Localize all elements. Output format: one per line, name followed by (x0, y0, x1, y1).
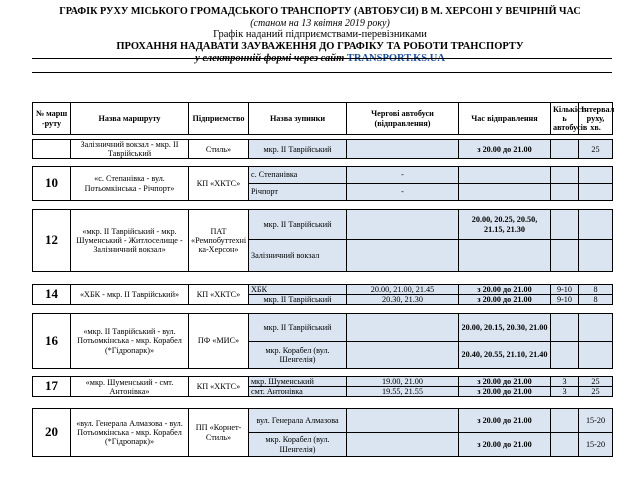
stop-name: смт. Антонівка (249, 387, 347, 397)
site-link[interactable]: TRANSPORT.KS.UA (346, 53, 445, 65)
bus-count (551, 184, 579, 201)
stop-name: мкр. ІІ Таврійський (249, 210, 347, 240)
bus-count (551, 240, 579, 272)
header-divider (32, 72, 612, 73)
interval (579, 240, 613, 272)
next-departures: 19.00, 21.00 (347, 377, 459, 387)
route-block (32, 376, 613, 397)
next-departures (347, 433, 459, 457)
stop-name: мкр. ІІ Таврійський (249, 295, 347, 305)
interval (579, 314, 613, 342)
departure-time: з 20.00 до 21.00 (459, 377, 551, 387)
route-block (32, 408, 613, 457)
next-departures: 20.30, 21.30 (347, 295, 459, 305)
col-header-count: Кількіст ь автобусів (551, 103, 579, 135)
interval: 25 (579, 387, 613, 397)
departure-time (459, 167, 551, 184)
table-row (33, 377, 613, 387)
next-departures (347, 409, 459, 433)
route-company: ПФ «МИС» (189, 314, 249, 369)
route-company: КП «ХКТС» (189, 377, 249, 397)
route-name: «мкр. ІІ Таврійський - вул. Потьомкінська - мкр. Корабел (*Гідропарк)» (71, 314, 189, 369)
col-header-num: № марш -руту (33, 103, 71, 135)
interval: 25 (579, 140, 613, 159)
departure-time: з 20.00 до 21.00 (459, 140, 551, 159)
col-header-next: Чергові автобуси (відправлення) (347, 103, 459, 135)
stop-name: мкр. ІІ Таврійський (249, 140, 347, 159)
stop-name: Річпорт (249, 184, 347, 201)
bus-count: 3 (551, 387, 579, 397)
stop-name: мкр. Корабел (вул. Шенгелія) (249, 433, 347, 457)
departure-time: з 20.00 до 21.00 (459, 387, 551, 397)
route-number: 20 (33, 409, 71, 457)
route-company: ПАТ «Ремпобуттехні ка-Херсон» (189, 210, 249, 272)
electronic-text: у електронній формі через сайт (195, 53, 345, 65)
next-departures (347, 240, 459, 272)
provided-note: Графік наданий підприємствами-перевізниками (213, 29, 427, 41)
bus-count (551, 140, 579, 159)
interval: 25 (579, 377, 613, 387)
route-name: «ХБК - мкр. ІІ Таврійський» (71, 285, 189, 305)
col-header-route: Назва маршруту (71, 103, 189, 135)
route-company: КП «ХКТС» (189, 285, 249, 305)
col-header-interval: Інтервал руху, хв. (579, 103, 613, 135)
stop-name: с. Степанівка (249, 167, 347, 184)
interval (579, 342, 613, 369)
table-row (33, 140, 613, 159)
interval (579, 210, 613, 240)
interval (579, 167, 613, 184)
route-number: 16 (33, 314, 71, 369)
stop-name: вул. Генерала Алмазова (249, 409, 347, 433)
route-block (32, 166, 613, 201)
interval: 15-20 (579, 409, 613, 433)
bus-count (551, 342, 579, 369)
route-number: 14 (33, 285, 71, 305)
route-name: «с. Степанівка - вул. Потьомкінська - Річпорт» (71, 167, 189, 201)
bus-count (551, 409, 579, 433)
next-departures (347, 210, 459, 240)
route-company: ПП «Корнет-Стиль» (189, 409, 249, 457)
next-departures: - (347, 184, 459, 201)
col-header-time: Час відправлення (459, 103, 551, 135)
next-departures: 19.55, 21.55 (347, 387, 459, 397)
route-number: 17 (33, 377, 71, 397)
route-number (33, 140, 71, 159)
route-company: Стиль» (189, 140, 249, 159)
schedule-header-table (32, 102, 613, 135)
route-name: «мкр. Шуменський - смт. Антонівка» (71, 377, 189, 397)
route-name: Залізничний вокзал - мкр. ІІ Таврійський (71, 140, 189, 159)
stop-name: ХБК (249, 285, 347, 295)
col-header-company: Підприємство (189, 103, 249, 135)
route-block (32, 139, 613, 159)
stop-name: мкр. ІІ Таврійський (249, 314, 347, 342)
table-row (33, 285, 613, 295)
bus-count (551, 167, 579, 184)
bus-count (551, 433, 579, 457)
interval: 8 (579, 285, 613, 295)
table-row (33, 409, 613, 433)
col-header-stop: Назва зупинки (249, 103, 347, 135)
departure-time (459, 184, 551, 201)
next-departures (347, 314, 459, 342)
route-block (32, 313, 613, 369)
table-row (33, 167, 613, 184)
bus-count (551, 210, 579, 240)
stop-name: Залізничний вокзал (249, 240, 347, 272)
bus-count (551, 314, 579, 342)
departure-time: 20.00, 20.15, 20.30, 21.00 (459, 314, 551, 342)
route-block (32, 209, 613, 272)
next-departures (347, 140, 459, 159)
interval (579, 184, 613, 201)
route-company: КП «ХКТС» (189, 167, 249, 201)
stop-name: мкр. Шуменський (249, 377, 347, 387)
bus-count: 9-10 (551, 285, 579, 295)
next-departures (347, 342, 459, 369)
table-row (33, 210, 613, 240)
departure-time: з 20.00 до 21.00 (459, 409, 551, 433)
route-block (32, 284, 613, 305)
interval: 8 (579, 295, 613, 305)
bus-count: 3 (551, 377, 579, 387)
route-number: 12 (33, 210, 71, 272)
table-row (33, 314, 613, 342)
bus-count: 9-10 (551, 295, 579, 305)
document-title: ГРАФІК РУХУ МІСЬКОГО ГРОМАДСЬКОГО ТРАНСПОРТУ (АВТОБУСИ) В М. ХЕРСОНІ У ВЕЧІРНІЙ ЧАС (59, 6, 581, 17)
electronic-note (0, 53, 640, 65)
header-divider (32, 58, 612, 59)
route-name: «вул. Генерала Алмазова - вул. Потьомкінська - мкр. Корабел (*Гідропарк)» (71, 409, 189, 457)
departure-time (459, 240, 551, 272)
interval: 15-20 (579, 433, 613, 457)
next-departures: - (347, 167, 459, 184)
departure-time: з 20.00 до 21.00 (459, 433, 551, 457)
departure-time: з 20.00 до 21.00 (459, 285, 551, 295)
request-heading: ПРОХАННЯ НАДАВАТИ ЗАУВАЖЕННЯ ДО ГРАФІКУ ТА РОБОТИ ТРАНСПОРТУ (116, 41, 524, 53)
as-of-date: (станом на 13 квітня 2019 року) (250, 17, 390, 29)
route-number: 10 (33, 167, 71, 201)
route-name: «мкр. ІІ Таврійський - мкр. Шуменський - Житлоселище - Залізничний вокзал» (71, 210, 189, 272)
departure-time: з 20.00 до 21.00 (459, 295, 551, 305)
departure-time: 20.00, 20.25, 20.50, 21.15, 21.30 (459, 210, 551, 240)
next-departures: 20.00, 21.00, 21.45 (347, 285, 459, 295)
stop-name: мкр. Корабел (вул. Шенгелія) (249, 342, 347, 369)
departure-time: 20.40, 20.55, 21.10, 21.40 (459, 342, 551, 369)
